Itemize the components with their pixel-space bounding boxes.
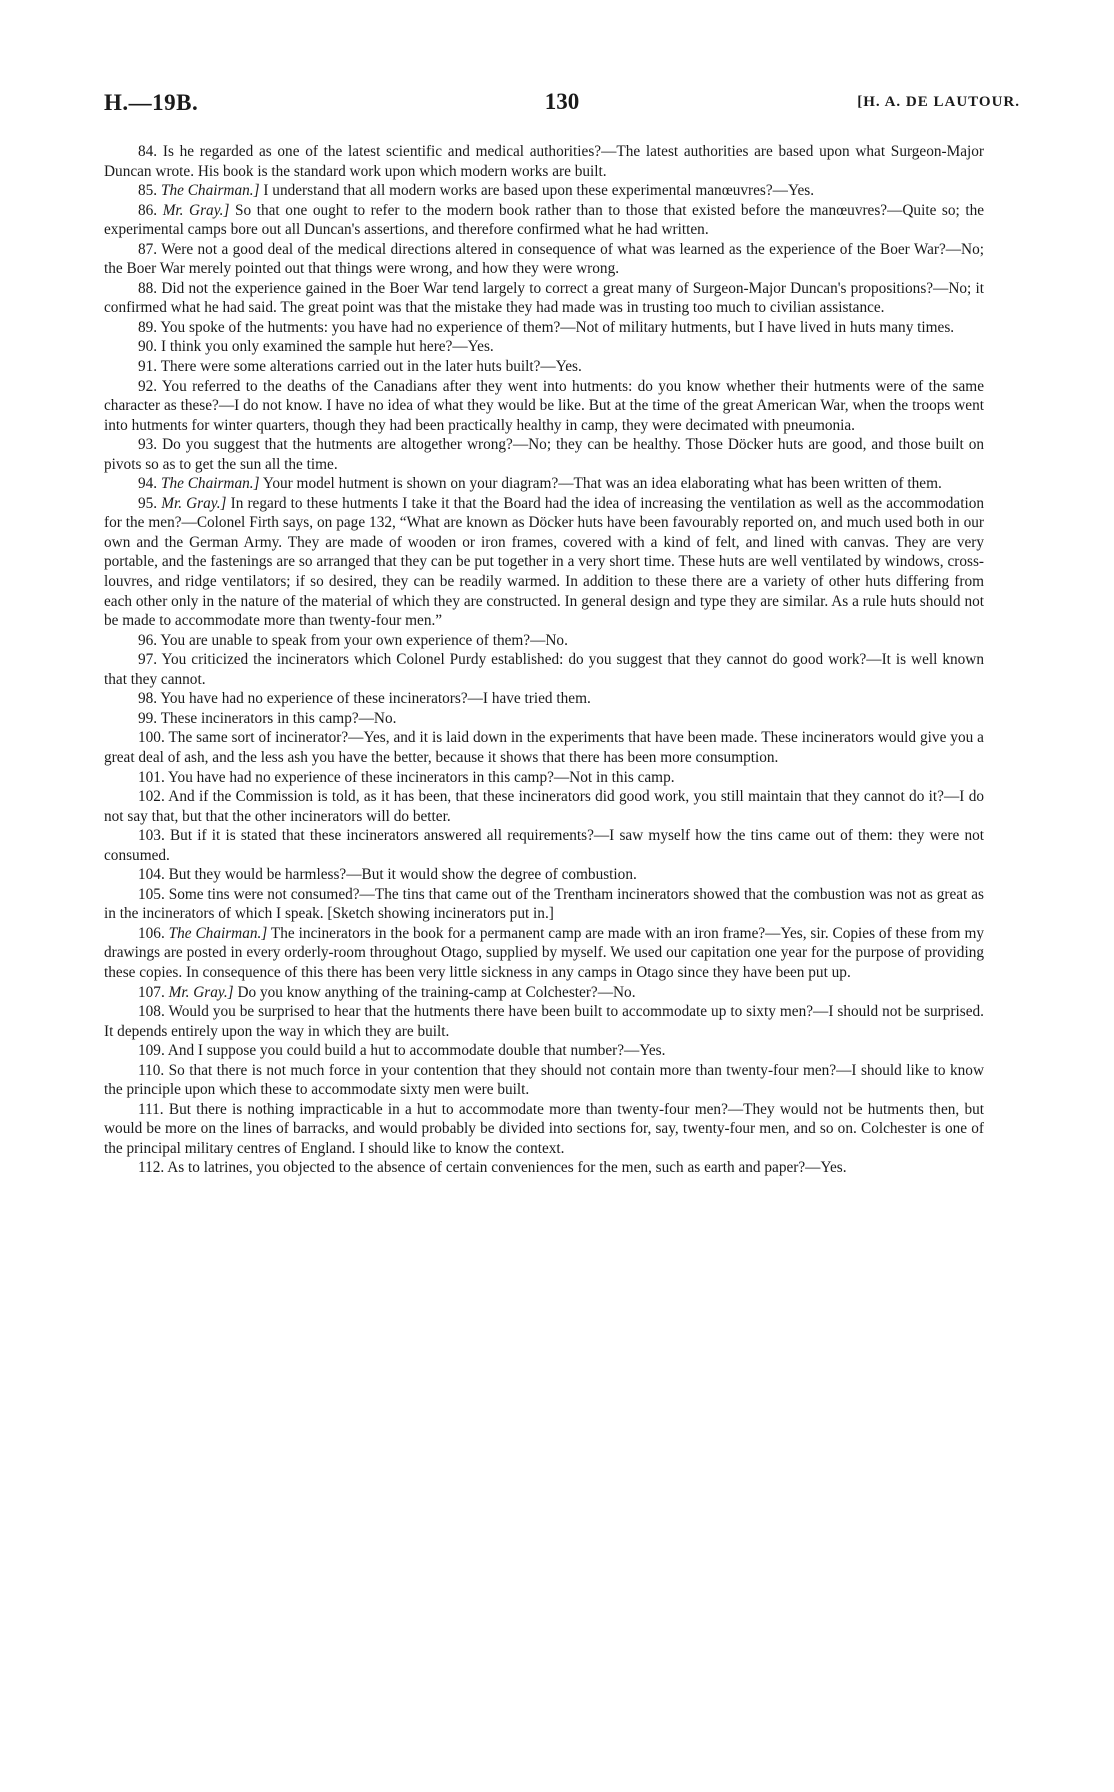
testimony-paragraph	[104, 494, 984, 631]
testimony-paragraph	[104, 1100, 984, 1159]
question-number: 87.	[138, 240, 158, 258]
question-number: 98.	[138, 690, 158, 708]
question-number: 108.	[138, 1003, 165, 1021]
question-answer-text: There were some alterations carried out in the later huts built?—Yes.	[160, 358, 582, 376]
testimony-paragraph	[104, 337, 984, 357]
testimony-paragraph	[104, 631, 984, 651]
question-number: 111.	[138, 1100, 164, 1118]
question-answer-text: You referred to the deaths of the Canadians after they went into hutments: do you know whether their hutments were of the same character as these?—I do not know. I have no idea of what they would be like. But at the time of the great American War, when the troops went into hutments for winter quarters, though they had been practically healthy in camp, they were decimated with pneumonia.	[104, 377, 984, 434]
testimony-paragraph	[104, 689, 984, 709]
question-number: 110.	[138, 1061, 165, 1079]
question-number: 85.	[138, 182, 158, 200]
question-answer-text: You criticized the incinerators which Colonel Purdy established: do you suggest that they cannot do good work?—It is well known that they cannot.	[104, 651, 984, 688]
question-number: 94.	[138, 475, 158, 493]
question-answer-text: Were not a good deal of the medical directions altered in consequence of what was learned as the experience of the Boer War?—No; the Boer War merely pointed out that things were wrong, and how they were wrong.	[104, 240, 984, 278]
question-answer-text: Some tins were not consumed?—The tins that came out of the Trentham incinerators showed that the combustion was not as great as in the incinerators of which I speak. [Sketch showing incinerators put in.]	[104, 885, 984, 923]
question-answer-text: But if it is stated that these incinerators answered all requirements?—I saw myself how the tins came out of them: they were not consumed.	[104, 827, 984, 864]
speaker-label: Mr. Gray.]	[162, 201, 230, 219]
question-answer-text: Did not the experience gained in the Boer War tend largely to correct a great many of Surgeon-Major Duncan's propositions?—No; it confirmed what he had said. The great point was that the mistake they had made was in trusting too much to civilian assistance.	[104, 279, 984, 317]
question-number: 102.	[138, 788, 165, 806]
question-answer-text: These incinerators in this camp?—No.	[160, 709, 397, 727]
testimony-paragraph	[104, 1041, 984, 1061]
question-answer-text: You spoke of the hutments: you have had no experience of them?—Not of military hutments, but I have lived in huts many times.	[160, 318, 955, 336]
testimony-paragraph	[104, 142, 984, 181]
question-answer-text: In regard to these hutments I take it that the Board had the idea of increasing the ventilation as well as the accommodation for the men?—Colonel Firth says, on page 132, “What are known as Döcker huts have been favourably reported on, and much used both in our own and the German Army. They are made of wooden or iron frames, covered with a kind of felt, and lined with canvas. They are very portable, and the fastenings are so arranged that they can be put together in a very short time. These huts are well ventilated by windows, cross-louvres, and ridge ventilators; if so desired, they can be readily warmed. In addition to these there are a variety of other huts differing from each other only in the nature of the material of which they are constructed. In general design and type they are similar. As a rule huts should not be made to accommodate more than twenty-four men.”	[104, 494, 985, 630]
testimony-paragraph	[104, 650, 984, 689]
question-answer-text: I understand that all modern works are based upon these experimental manœuvres?—Yes.	[263, 182, 815, 200]
question-number: 91.	[138, 358, 158, 376]
question-answer-text: You are unable to speak from your own experience of them?—No.	[160, 631, 568, 649]
question-answer-text: Do you know anything of the training-camp at Colchester?—No.	[237, 983, 636, 1001]
testimony-paragraph	[104, 885, 984, 924]
testimony-paragraph	[104, 787, 984, 826]
question-answer-text: But there is nothing impracticable in a hut to accommodate more than twenty-four men?—They would not be hutments then, but would be more on the lines of barracks, and would probably be divided into sections for, say, twenty-four men, and so on. Colchester is one of the principal military centres of England. I should like to know the context.	[104, 1100, 984, 1157]
question-number: 101.	[138, 768, 165, 786]
question-number: 103.	[138, 827, 165, 845]
question-number: 107.	[138, 983, 165, 1001]
question-number: 93.	[138, 436, 158, 454]
question-answer-text: So that one ought to refer to the modern book rather than to those that existed before the manœuvres?—Quite so; the experimental camps bore out all Duncan's assertions, and therefore confirmed what he had written.	[104, 201, 985, 239]
testimony-paragraph	[104, 240, 984, 279]
testimony-paragraph	[104, 474, 984, 494]
question-number: 84.	[138, 143, 158, 160]
page-header	[104, 86, 1020, 126]
testimony-paragraph	[104, 318, 984, 338]
speaker-label: The Chairman.]	[168, 924, 268, 942]
question-answer-text: You have had no experience of these incinerators?—I have tried them.	[160, 690, 591, 708]
question-answer-text: Your model hutment is shown on your diagram?—That was an idea elaborating what has been written of them.	[262, 475, 942, 493]
testimony-paragraph	[104, 865, 984, 885]
question-number: 95.	[138, 494, 158, 512]
testimony-paragraph	[104, 826, 984, 865]
question-answer-text: Would you be surprised to hear that the hutments there have been built to accommodate up to sixty men?—I should not be surprised. It depends entirely upon the way in which they are built.	[104, 1003, 984, 1040]
question-answer-text: Is he regarded as one of the latest scientific and medical authorities?—The latest authorities are based upon what Surgeon-Major Duncan wrote. His book is the standard work upon which modern works are built.	[104, 143, 984, 180]
testimony-paragraph	[104, 377, 984, 436]
question-number: 109.	[138, 1042, 165, 1060]
speaker-label: Mr. Gray.]	[168, 983, 234, 1001]
question-answer-text: You have had no experience of these incinerators in this camp?—Not in this camp.	[168, 768, 675, 786]
testimony-paragraph	[104, 768, 984, 788]
page-number: 130	[544, 89, 580, 114]
question-number: 92.	[138, 377, 158, 395]
question-number: 99.	[138, 709, 158, 727]
speaker-label: Mr. Gray.]	[161, 494, 227, 512]
question-number: 100.	[138, 729, 165, 747]
testimony-paragraph	[104, 357, 984, 377]
witness-name: [H. A. DE LAUTOUR.	[857, 94, 1020, 110]
testimony-paragraph	[104, 924, 984, 983]
speaker-label: The Chairman.]	[160, 475, 260, 493]
testimony-paragraph	[104, 181, 984, 201]
question-answer-text: I think you only examined the sample hut here?—Yes.	[160, 338, 494, 356]
question-answer-text: But they would be harmless?—But it would show the degree of combustion.	[168, 866, 637, 884]
question-answer-text: And I suppose you could build a hut to accommodate double that number?—Yes.	[167, 1042, 666, 1060]
testimony-paragraph	[104, 201, 984, 240]
question-answer-text: The same sort of incinerator?—Yes, and it is laid down in the experiments that have been made. These incinerators would give you a great deal of ash, and the less ash you have the better, because it shows that there has been more consumption.	[104, 729, 984, 766]
question-number: 96.	[138, 631, 158, 649]
speaker-label: The Chairman.]	[160, 182, 260, 200]
testimony-paragraph	[104, 435, 984, 474]
question-answer-text: Do you suggest that the hutments are altogether wrong?—No; they can be healthy. Those Döcker huts are good, and those built on pivots so as to get the sun all the time.	[104, 436, 985, 473]
question-number: 112.	[138, 1159, 165, 1177]
question-number: 86.	[138, 201, 158, 219]
question-number: 89.	[138, 318, 158, 336]
question-answer-text: The incinerators in the book for a permanent camp are made with an iron frame?—Yes, sir. Copies of these from my drawings are posted in every orderly-room throughout Otago, supplied by myself. We used our capitation one year for the purpose of providing these copies. In consequence of this there has been very little sickness in any camps in Otago since they have been put up.	[104, 924, 985, 981]
question-answer-text: And if the Commission is told, as it has been, that these incinerators did good work, you still maintain that they cannot do it?—I do not say that, but that the other incinerators will do better.	[104, 788, 984, 825]
question-number: 105.	[138, 885, 165, 903]
document-reference: H.—19B.	[104, 90, 199, 115]
testimony-paragraph	[104, 1158, 984, 1178]
testimony-paragraph	[104, 983, 984, 1003]
question-number: 104.	[138, 866, 165, 884]
testimony-body	[104, 142, 984, 1178]
question-answer-text: As to latrines, you objected to the absence of certain conveniences for the men, such as earth and paper?—Yes.	[167, 1159, 847, 1177]
testimony-paragraph	[104, 1061, 984, 1100]
question-answer-text: So that there is not much force in your contention that they should not contain more than twenty-four men?—I should like to know the principle upon which these to accommodate sixty men were built.	[104, 1061, 984, 1099]
testimony-paragraph	[104, 279, 984, 318]
testimony-paragraph	[104, 1002, 984, 1041]
question-number: 90.	[138, 338, 158, 356]
question-number: 97.	[138, 651, 158, 669]
question-number: 106.	[138, 924, 165, 942]
testimony-paragraph	[104, 728, 984, 767]
testimony-paragraph	[104, 709, 984, 729]
question-number: 88.	[138, 279, 158, 297]
